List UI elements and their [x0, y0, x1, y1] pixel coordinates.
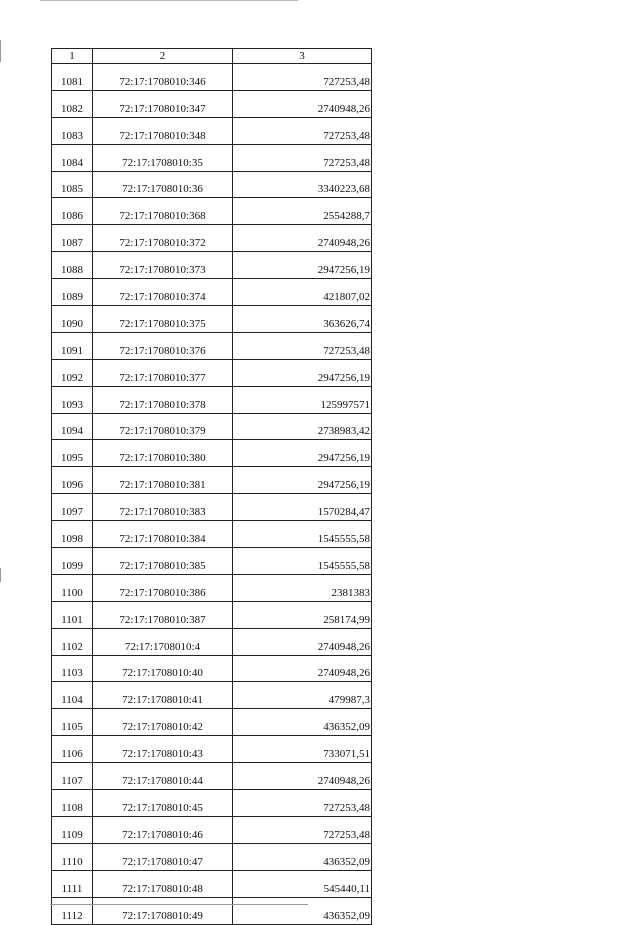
cadastral-value-cell: 727253,48	[233, 816, 372, 843]
cadastral-number-cell: 72:17:1708010:346	[93, 64, 233, 91]
header-col-1: 1	[52, 49, 93, 64]
row-number-cell: 1103	[52, 655, 93, 682]
row-number-cell: 1100	[52, 574, 93, 601]
header-col-2: 2	[93, 49, 233, 64]
table-row	[52, 870, 372, 897]
scan-edge-mark	[0, 568, 1, 582]
row-number-cell: 1094	[52, 413, 93, 440]
table-row	[52, 386, 372, 413]
cadastral-value-cell: 2381383	[233, 574, 372, 601]
row-number-cell: 1089	[52, 279, 93, 306]
cadastral-number-cell: 72:17:1708010:378	[93, 386, 233, 413]
cadastral-value-cell: 2554288,7	[233, 198, 372, 225]
cadastral-number-cell: 72:17:1708010:46	[93, 816, 233, 843]
row-number-cell: 1102	[52, 628, 93, 655]
row-number-cell: 1104	[52, 682, 93, 709]
table-row	[52, 790, 372, 817]
row-number-cell: 1083	[52, 117, 93, 144]
cadastral-value-cell: 727253,48	[233, 144, 372, 171]
cadastral-value-cell: 1545555,58	[233, 521, 372, 548]
row-number-cell: 1110	[52, 843, 93, 870]
table-row	[52, 655, 372, 682]
table-row	[52, 601, 372, 628]
table-row	[52, 763, 372, 790]
cadastral-number-cell: 72:17:1708010:373	[93, 252, 233, 279]
table-row	[52, 225, 372, 252]
row-number-cell: 1090	[52, 306, 93, 333]
row-number-cell: 1087	[52, 225, 93, 252]
cadastral-value-cell: 2947256,19	[233, 252, 372, 279]
row-number-cell: 1088	[52, 252, 93, 279]
cadastral-number-cell: 72:17:1708010:374	[93, 279, 233, 306]
table-row	[52, 413, 372, 440]
cadastral-value-cell: 545440,11	[233, 870, 372, 897]
table-row	[52, 332, 372, 359]
row-number-cell: 1092	[52, 359, 93, 386]
row-number-cell: 1081	[52, 64, 93, 91]
table-row	[52, 359, 372, 386]
row-number-cell: 1109	[52, 816, 93, 843]
table-row	[52, 843, 372, 870]
row-number-cell: 1097	[52, 494, 93, 521]
table-row	[52, 306, 372, 333]
row-number-cell: 1086	[52, 198, 93, 225]
cadastral-number-cell: 72:17:1708010:41	[93, 682, 233, 709]
cadastral-number-cell: 72:17:1708010:48	[93, 870, 233, 897]
cadastral-value-cell: 436352,09	[233, 897, 372, 924]
cadastral-number-cell: 72:17:1708010:4	[93, 628, 233, 655]
cadastral-value-cell: 727253,48	[233, 117, 372, 144]
row-number-cell: 1091	[52, 332, 93, 359]
cadastral-number-cell: 72:17:1708010:45	[93, 790, 233, 817]
table-row	[52, 117, 372, 144]
cadastral-value-cell: 2740948,26	[233, 655, 372, 682]
cadastral-value-cell: 727253,48	[233, 64, 372, 91]
row-number-cell: 1099	[52, 548, 93, 575]
cadastral-number-cell: 72:17:1708010:380	[93, 440, 233, 467]
cadastral-value-cell: 363626,74	[233, 306, 372, 333]
cadastral-value-cell: 1570284,47	[233, 494, 372, 521]
cadastral-number-cell: 72:17:1708010:42	[93, 709, 233, 736]
cadastral-number-cell: 72:17:1708010:385	[93, 548, 233, 575]
table-header-row	[52, 49, 372, 64]
header-col-3: 3	[233, 49, 372, 64]
cadastral-value-cell: 125997571	[233, 386, 372, 413]
cadastral-value-cell: 2740948,26	[233, 225, 372, 252]
row-number-cell: 1096	[52, 467, 93, 494]
row-number-cell: 1108	[52, 790, 93, 817]
cadastral-value-cell: 2740948,26	[233, 628, 372, 655]
table-row	[52, 682, 372, 709]
cadastral-value-cell: 2947256,19	[233, 440, 372, 467]
cadastral-number-cell: 72:17:1708010:372	[93, 225, 233, 252]
row-number-cell: 1105	[52, 709, 93, 736]
cadastral-number-cell: 72:17:1708010:35	[93, 144, 233, 171]
scan-top-rule	[40, 0, 298, 1]
cadastral-value-cell: 2947256,19	[233, 359, 372, 386]
scan-edge-mark	[0, 40, 1, 62]
row-number-cell: 1112	[52, 897, 93, 924]
table-row	[52, 816, 372, 843]
cadastral-number-cell: 72:17:1708010:383	[93, 494, 233, 521]
cadastral-number-cell: 72:17:1708010:36	[93, 171, 233, 198]
cadastral-value-cell: 727253,48	[233, 790, 372, 817]
cadastral-value-cell: 258174,99	[233, 601, 372, 628]
cadastral-value-table	[51, 48, 372, 925]
table-row	[52, 574, 372, 601]
cadastral-value-cell: 733071,51	[233, 736, 372, 763]
table-row	[52, 548, 372, 575]
cadastral-number-cell: 72:17:1708010:379	[93, 413, 233, 440]
row-number-cell: 1101	[52, 601, 93, 628]
table-row	[52, 252, 372, 279]
cadastral-number-cell: 72:17:1708010:347	[93, 90, 233, 117]
cadastral-value-cell: 421807,02	[233, 279, 372, 306]
cadastral-value-cell: 479987,3	[233, 682, 372, 709]
row-number-cell: 1098	[52, 521, 93, 548]
table-row	[52, 736, 372, 763]
table-row	[52, 897, 372, 924]
cadastral-number-cell: 72:17:1708010:49	[93, 897, 233, 924]
cadastral-number-cell: 72:17:1708010:43	[93, 736, 233, 763]
table-body	[52, 64, 372, 925]
cadastral-number-cell: 72:17:1708010:381	[93, 467, 233, 494]
table-row	[52, 171, 372, 198]
table-row	[52, 144, 372, 171]
row-number-cell: 1111	[52, 870, 93, 897]
row-number-cell: 1093	[52, 386, 93, 413]
table-row	[52, 440, 372, 467]
cadastral-value-cell: 727253,48	[233, 332, 372, 359]
cadastral-value-cell: 2740948,26	[233, 763, 372, 790]
table-row	[52, 64, 372, 91]
cadastral-number-cell: 72:17:1708010:386	[93, 574, 233, 601]
row-number-cell: 1085	[52, 171, 93, 198]
cadastral-number-cell: 72:17:1708010:348	[93, 117, 233, 144]
cadastral-value-cell: 2738983,42	[233, 413, 372, 440]
table-row	[52, 494, 372, 521]
cadastral-number-cell: 72:17:1708010:40	[93, 655, 233, 682]
cadastral-number-cell: 72:17:1708010:387	[93, 601, 233, 628]
cadastral-number-cell: 72:17:1708010:44	[93, 763, 233, 790]
cadastral-value-cell: 1545555,58	[233, 548, 372, 575]
cadastral-value-cell: 3340223,68	[233, 171, 372, 198]
row-number-cell: 1084	[52, 144, 93, 171]
cadastral-number-cell: 72:17:1708010:375	[93, 306, 233, 333]
table-row	[52, 90, 372, 117]
table-row	[52, 709, 372, 736]
row-number-cell: 1106	[52, 736, 93, 763]
cadastral-number-cell: 72:17:1708010:376	[93, 332, 233, 359]
cadastral-number-cell: 72:17:1708010:368	[93, 198, 233, 225]
row-number-cell: 1095	[52, 440, 93, 467]
cadastral-number-cell: 72:17:1708010:47	[93, 843, 233, 870]
table-row	[52, 521, 372, 548]
cadastral-value-cell: 436352,09	[233, 843, 372, 870]
cadastral-value-cell: 2740948,26	[233, 90, 372, 117]
table-row	[52, 628, 372, 655]
cadastral-value-cell: 436352,09	[233, 709, 372, 736]
cadastral-number-cell: 72:17:1708010:384	[93, 521, 233, 548]
table-row	[52, 198, 372, 225]
table-row	[52, 279, 372, 306]
cadastral-number-cell: 72:17:1708010:377	[93, 359, 233, 386]
table-row	[52, 467, 372, 494]
cadastral-value-cell: 2947256,19	[233, 467, 372, 494]
row-number-cell: 1107	[52, 763, 93, 790]
row-number-cell: 1082	[52, 90, 93, 117]
